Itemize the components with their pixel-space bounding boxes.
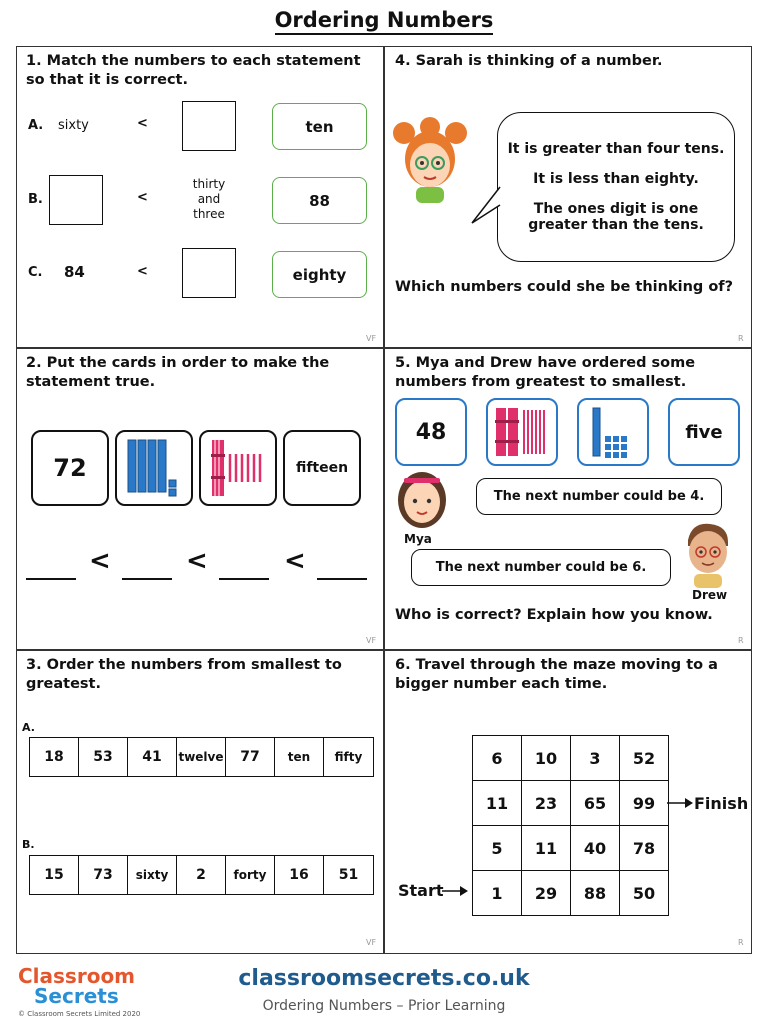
q1-row-a-left: sixty [58, 118, 89, 133]
q4-tag: R [738, 334, 744, 343]
q5-card-blocks [577, 398, 649, 466]
base-ten-icon [585, 404, 641, 460]
q2-card-72[interactable]: 72 [31, 430, 109, 506]
q3-b-cell[interactable]: 73 [79, 856, 128, 894]
q2-lt-3: < [284, 546, 306, 576]
q1-choice-ten[interactable]: ten [272, 103, 367, 150]
maze-cell[interactable]: 65 [571, 781, 620, 826]
maze-start-label: Start [398, 881, 444, 900]
q2-tag: VF [366, 636, 377, 645]
q3-b-cell[interactable]: 15 [30, 856, 79, 894]
maze-cell[interactable]: 78 [620, 826, 669, 871]
q1-choice-88[interactable]: 88 [272, 177, 367, 224]
straw-bundles-icon [492, 404, 552, 460]
q3-row-a-label: A. [22, 721, 35, 734]
q2-card-fifteen[interactable]: fifteen [283, 430, 361, 506]
q3-b-cell[interactable]: 2 [177, 856, 226, 894]
q1-row-b-label: B. [28, 192, 43, 207]
q2-card-straws[interactable] [199, 430, 277, 506]
q1-row-a-op: < [137, 116, 148, 131]
q2-blank-1[interactable] [26, 578, 76, 580]
q1-prompt: 1. Match the numbers to each statement so that it is correct. [26, 53, 361, 88]
q1-row-b-op: < [137, 190, 148, 205]
q3-a-cell[interactable]: 53 [79, 738, 128, 776]
maze-cell[interactable]: 5 [473, 826, 522, 871]
q6-tag: R [738, 938, 744, 947]
straw-bundle-icon [206, 436, 270, 500]
mya-avatar [392, 470, 452, 532]
q2-blank-2[interactable] [122, 578, 172, 580]
maze-cell[interactable]: 10 [522, 736, 571, 781]
q5-tag: R [738, 636, 744, 645]
q4-clue-2: It is less than eighty. [533, 171, 699, 187]
q3-row-b-label: B. [22, 838, 35, 851]
q2-prompt: 2. Put the cards in order to make the statement true. [26, 355, 330, 390]
q3-a-cell[interactable]: ten [275, 738, 324, 776]
drew-avatar [680, 518, 736, 588]
maze-cell[interactable]: 29 [522, 871, 571, 916]
q2-blank-3[interactable] [219, 578, 269, 580]
q1-row-a-answer-box[interactable] [182, 101, 236, 151]
q2-lt-2: < [186, 546, 208, 576]
q3-a-cell[interactable]: twelve [177, 738, 226, 776]
base-ten-blocks-icon [122, 436, 186, 500]
finish-arrow-icon [667, 796, 693, 810]
q2-blank-4[interactable] [317, 578, 367, 580]
mya-name: Mya [404, 532, 432, 546]
q3-prompt: 3. Order the numbers from smallest to greatest. [26, 657, 342, 692]
q6-prompt: 6. Travel through the maze moving to a bigger number each time. [395, 657, 718, 692]
q5-card-straws [486, 398, 558, 466]
q1-row-b-answer-box[interactable] [49, 175, 103, 225]
drew-name: Drew [692, 588, 728, 602]
logo-line-2: Secrets [34, 984, 119, 1008]
q2-card-tens-blocks[interactable] [115, 430, 193, 506]
q1-row-b-right: thirty and three [192, 177, 226, 221]
q1-row-a-label: A. [28, 118, 44, 133]
q3-a-cell[interactable]: fifty [334, 750, 363, 764]
maze-cell[interactable]: 3 [571, 736, 620, 781]
footer-url[interactable]: classroomsecrets.co.uk [238, 966, 530, 991]
q5-card-48: 48 [395, 398, 467, 466]
q3-b-cell[interactable]: forty [226, 856, 275, 894]
maze-cell[interactable]: 11 [522, 826, 571, 871]
q1-row-c-left: 84 [64, 263, 85, 281]
q3-tag: VF [366, 938, 377, 947]
q5-card-five: five [668, 398, 740, 466]
q1-row-c-label: C. [28, 265, 43, 280]
maze-cell[interactable]: 11 [473, 781, 522, 826]
q4-clue-3: The ones digit is one greater than the tens. [528, 201, 704, 233]
maze-cell[interactable]: 50 [620, 871, 669, 916]
q1-row-c-op: < [137, 264, 148, 279]
maze-cell[interactable]: 6 [473, 736, 522, 781]
maze-grid [472, 735, 669, 916]
page-title: Ordering Numbers [0, 8, 768, 32]
maze-cell[interactable]: 23 [522, 781, 571, 826]
maze-cell[interactable]: 88 [571, 871, 620, 916]
q3-a-cell[interactable]: 77 [226, 738, 275, 776]
logo-line-1: Classroom [18, 964, 136, 988]
q3-row-b [29, 855, 374, 895]
footer-subtitle: Ordering Numbers – Prior Learning [262, 998, 506, 1014]
q1-tag: VF [366, 334, 377, 343]
mya-speech: The next number could be 4. [476, 478, 722, 515]
start-arrow-icon [442, 884, 468, 898]
q4-bubble-tail [470, 185, 502, 225]
q4-question: Which numbers could she be thinking of? [395, 279, 734, 295]
maze-cell[interactable]: 40 [571, 826, 620, 871]
q3-b-cell[interactable]: sixty [128, 856, 177, 894]
sarah-avatar [390, 115, 470, 205]
maze-cell[interactable]: 52 [620, 736, 669, 781]
q3-row-a [29, 737, 374, 777]
q2-lt-1: < [89, 546, 111, 576]
maze-cell[interactable]: 99 [620, 781, 669, 826]
q4-speech-bubble [497, 112, 735, 262]
q1-choice-eighty[interactable]: eighty [272, 251, 367, 298]
q4-prompt: 4. Sarah is thinking of a number. [395, 53, 663, 69]
q1-row-c-answer-box[interactable] [182, 248, 236, 298]
q4-clue-1: It is greater than four tens. [507, 141, 725, 157]
maze-finish-label: Finish [694, 794, 749, 813]
q3-b-cell[interactable]: 51 [338, 867, 359, 883]
copyright: © Classroom Secrets Limited 2020 [18, 1010, 141, 1018]
drew-speech: The next number could be 6. [411, 549, 671, 586]
maze-cell[interactable]: 1 [473, 871, 522, 916]
q3-a-cell[interactable]: 18 [30, 738, 79, 776]
q5-question: Who is correct? Explain how you know. [395, 607, 713, 623]
q5-prompt: 5. Mya and Drew have ordered some numbers from greatest to smallest. [395, 355, 696, 390]
q3-b-cell[interactable]: 16 [275, 856, 324, 894]
q3-a-cell[interactable]: 41 [128, 738, 177, 776]
